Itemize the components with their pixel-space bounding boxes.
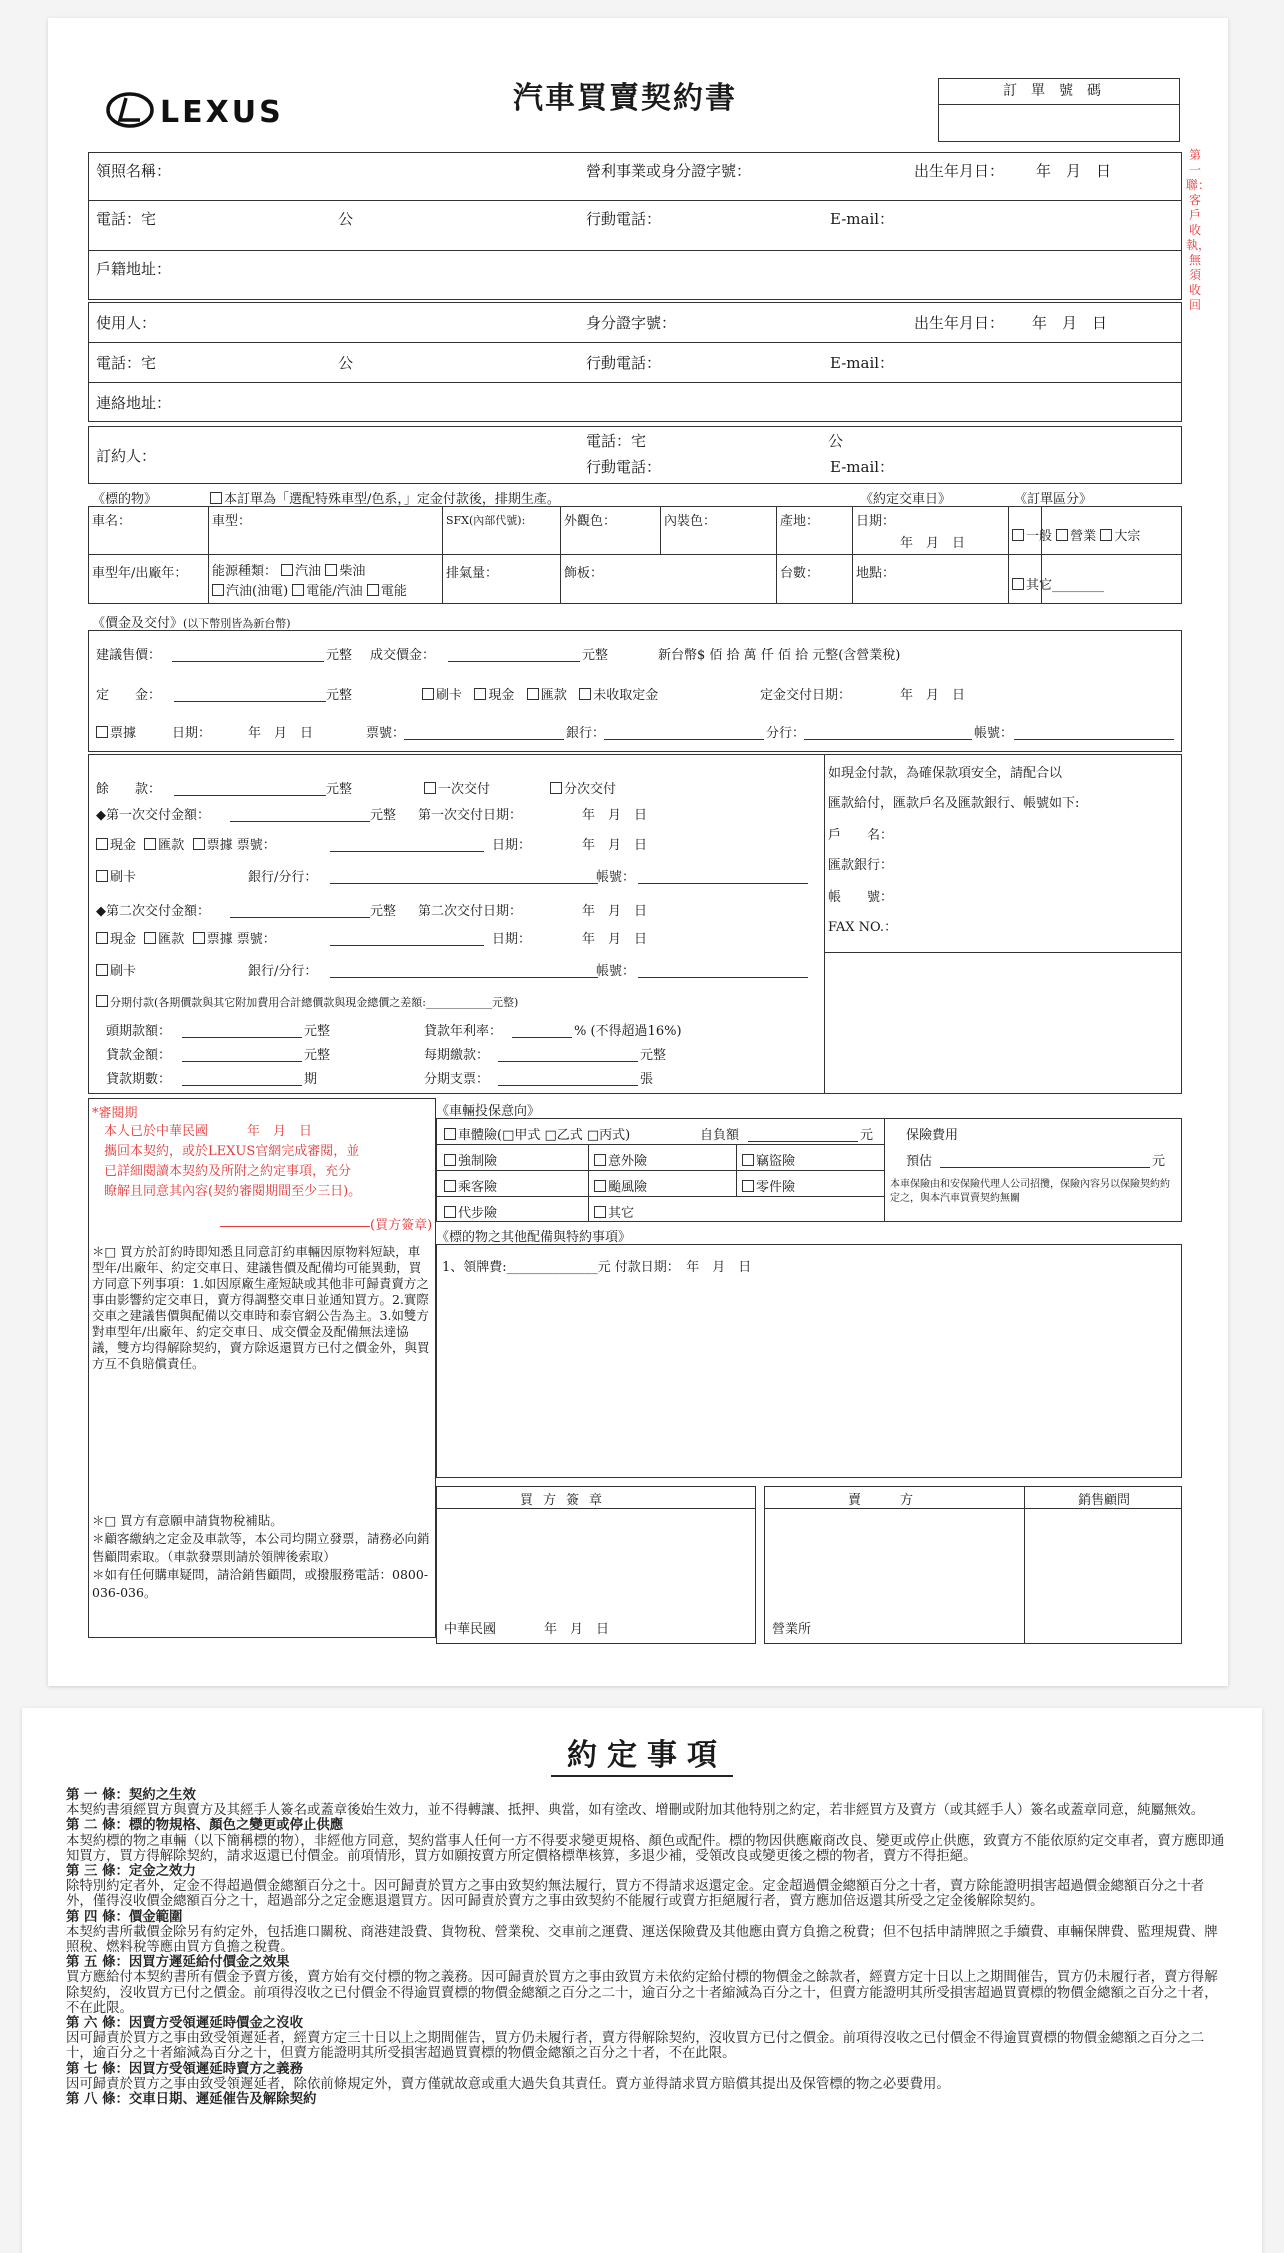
loan-amount-label: 貸款金額： — [106, 1048, 172, 1063]
loan-payment-checkbox[interactable] — [96, 995, 108, 1007]
second-cash-checkbox[interactable] — [96, 932, 108, 944]
typhoon-label: 颱風險 — [608, 1180, 648, 1195]
category-general-checkbox[interactable] — [1012, 529, 1024, 541]
special-items-header: 《標的物之其他配備與特約事項》 — [436, 1230, 632, 1245]
owner-birth-label: 出生年月日： — [914, 162, 1005, 180]
msrp-label: 建議售價： — [96, 648, 162, 663]
deposit-card-checkbox[interactable] — [422, 688, 434, 700]
review-line-3: 已詳細閱讀本契約及所附之約定事項，充分 — [104, 1164, 352, 1179]
second-cheque-label: 票據 票號： — [206, 932, 276, 947]
cheque-account-label: 帳號： — [974, 726, 1014, 741]
loan-terms-unit: 期 — [304, 1072, 318, 1087]
special-order-text: 本訂單為「選配特殊車型/色系，」定金付款後，排期生產。 — [224, 492, 560, 507]
first-card-label: 刷卡 — [110, 870, 137, 885]
deductible-yuan: 元 — [860, 1128, 874, 1143]
fuel-hybrid-checkbox[interactable] — [212, 584, 224, 596]
deposit-yuan: 元整 — [326, 688, 353, 703]
loan-amount-yuan: 元整 — [304, 1048, 331, 1063]
first-cheque-label: 票據 票號： — [206, 838, 276, 853]
payee-account-label: 帳 號： — [828, 890, 894, 905]
insurance-header: 《車輛投保意向》 — [436, 1104, 541, 1119]
interior-color-label: 內裝色： — [664, 514, 717, 529]
cheque-date-ymd: 年 月 日 — [248, 726, 314, 741]
second-cheque-date-ymd: 年 月 日 — [582, 932, 648, 947]
deposit-card-label: 刷卡 — [436, 688, 463, 703]
payee-name-label: 戶 名： — [828, 828, 894, 843]
cheque-date-label: 日期： — [172, 726, 212, 741]
price-header: 《價金及交付》 — [92, 616, 184, 631]
terms-item: 第 一 條：契約之生效 本契約書須經買方與賣方及其經手人簽名或蓋章後始生效力，並不得轉讓、抵押、典當，如有塗改、增刪或附加其他特別之約定，若非經買方及賣方（或其經手人）簽名或蓋章同意，純屬無效。 — [66, 1788, 1205, 1819]
currency-note: (以下幣別皆為新台幣) — [183, 617, 291, 630]
page-title: 汽車買賣契約書 — [513, 81, 737, 116]
insurance-fee-label: 保險費用 — [906, 1128, 959, 1143]
first-remit-checkbox[interactable] — [144, 838, 156, 850]
monthly-yuan: 元整 — [640, 1048, 667, 1063]
first-cash-label: 現金 — [110, 838, 137, 853]
delivery-date-header: 《約定交車日》 — [860, 492, 952, 507]
typhoon-checkbox[interactable] — [594, 1180, 606, 1192]
cheque-checkbox[interactable] — [96, 726, 108, 738]
second-remit-checkbox[interactable] — [144, 932, 156, 944]
terms-item: 第 七 條：因買方受領遲延時賣方之義務 因可歸責於買方之事由致受領遲延者，除依前條規定外，賣方僅就故意或重大過失負其責任。賣方並得請求買方賠償其提出及保管標的物之必要費用。 — [66, 2061, 950, 2092]
terms-item: 第 二 條：標的物規格、顏色之變更或停止供應 本契約標的物之車輛（以下簡稱標的物），非經他方同意，契約當事人任何一方不得要求變更規格、顏色或配件。標的物因供應廠商改良、變更或停止供應，致賣方不能依原約定交車者，賣方應即通知買方，買方得解除契約，請求返還已付價金。前項情形，買方如願按賣方所定價格標準核算，多退少補，受領改良或變更後之標的物者，賣方不得拒絕。 — [66, 1818, 1225, 1864]
first-cheque-date-ymd: 年 月 日 — [582, 838, 648, 853]
down-payment-yuan: 元整 — [304, 1024, 331, 1039]
order-number-box — [938, 78, 1180, 142]
tax-subsidy-note: ＊□ 買方有意願申請貨物稅補貼。 — [92, 1513, 283, 1528]
user-name-label: 使用人： — [96, 314, 157, 332]
cash-notice-line2: 匯款給付，匯款戶名及匯款銀行、帳號如下: — [828, 796, 1080, 811]
body-insurance-label: 車體險(□甲式 □乙式 □丙式) — [458, 1128, 631, 1143]
deposit-cash-checkbox[interactable] — [474, 688, 486, 700]
place-label: 地點： — [856, 566, 896, 581]
owner-name-label: 領照名稱： — [96, 162, 172, 180]
theft-checkbox[interactable] — [742, 1154, 754, 1166]
deductible-label: 自負額 — [700, 1128, 740, 1143]
accident-label: 意外險 — [608, 1154, 648, 1169]
second-date-label: 第二次交付日期： — [418, 904, 523, 919]
owner-id-label: 營利事業或身分證字號： — [586, 162, 752, 180]
second-account-label: 帳號： — [596, 964, 636, 979]
delivery-date-label: 日期： — [856, 514, 896, 529]
first-amount-yuan: 元整 — [370, 808, 397, 823]
terms-item: 第 八 條：交車日期、遲延催告及解除契約 — [66, 2092, 317, 2108]
loan-payment-label: 分期付款(各期價款與其它附加費用合計總價款與現金總價之差額:____________元整) — [110, 996, 519, 1009]
review-line-1: 本人已於中華民國 年 月 日 — [104, 1124, 313, 1139]
terms-item: 第 三 條：定金之效力 除特別約定者外，定金不得超過價金總額百分之十。因可歸責於買方之事由致契約無法履行，買方不得請求返還定金。定金超過價金總額百分之十者，賣方除能證明損害超過價金總額百分之十者外，僅得沒收價金總額百分之十，超過部分之定金應退還買方。因可歸責於賣方之事由致契約不能履行或賣方拒絕履行者，賣方應加倍返還其所受之定金後解除契約。 — [66, 1864, 1205, 1910]
buyer-sign-label: (買方簽章) — [370, 1218, 433, 1233]
second-cash-label: 現金 — [110, 932, 137, 947]
balance-yuan: 元整 — [326, 782, 353, 797]
first-card-checkbox[interactable] — [96, 870, 108, 882]
insurance-estimate-yuan: 元 — [1152, 1154, 1166, 1169]
deposit-date-label: 定金交付日期： — [760, 688, 852, 703]
substitute-checkbox[interactable] — [444, 1206, 456, 1218]
second-card-label: 刷卡 — [110, 964, 137, 979]
monthly-payment-label: 每期繳款： — [424, 1048, 490, 1063]
owner-birth-ymd: 年 月 日 — [1036, 162, 1112, 180]
second-card-checkbox[interactable] — [96, 964, 108, 976]
exterior-color-label: 外觀色： — [564, 514, 617, 529]
category-other-label: 其它________ — [1026, 578, 1105, 593]
deal-price-label: 成交價金： — [370, 648, 436, 663]
fuel-diesel-checkbox[interactable] — [325, 564, 337, 576]
second-amount-yuan: 元整 — [370, 904, 397, 919]
user-birth-label: 出生年月日： — [914, 314, 1005, 332]
loan-rate-note: % (不得超過16%) — [574, 1024, 682, 1039]
installment-label: 分次交付 — [564, 782, 617, 797]
first-cash-checkbox[interactable] — [96, 838, 108, 850]
user-id-label: 身分證字號： — [586, 314, 677, 332]
buyer-sign-header: 買方簽章 — [520, 1493, 613, 1508]
other-insurance-label: 其它 — [608, 1206, 635, 1221]
origin-label: 產地： — [780, 514, 820, 529]
deal-price-yuan: 元整 — [582, 648, 609, 663]
second-bank-branch-label: 銀行/分行： — [248, 964, 318, 979]
category-business-checkbox[interactable] — [1056, 529, 1068, 541]
cash-notice-line1: 如現金付款，為確保款項安全，請配合以 — [828, 766, 1063, 781]
second-cheque-date-label: 日期： — [492, 932, 532, 947]
down-payment-label: 頭期款額： — [106, 1024, 172, 1039]
energy-label: 能源種類： — [212, 564, 278, 579]
cheques-unit: 張 — [640, 1072, 654, 1087]
orderer-phone-label: 電話：宅 — [586, 432, 647, 450]
owner-email-label: E-mail： — [830, 210, 895, 228]
msrp-yuan: 元整 — [326, 648, 353, 663]
fuel-ev-checkbox[interactable] — [292, 584, 304, 596]
car-name-label: 車名： — [92, 514, 132, 529]
lower-notes — [92, 1512, 432, 1602]
deposit-date-ymd: 年 月 日 — [900, 688, 966, 703]
seller-header: 賣 方 — [848, 1493, 914, 1508]
vehicle-header: 《標的物》 — [92, 492, 158, 507]
fuel-diesel-label: 柴油 — [339, 564, 366, 579]
cheque-branch-label: 分行： — [766, 726, 806, 741]
first-bank-branch-label: 銀行/分行： — [248, 870, 318, 885]
orderer-mobile-label: 行動電話： — [586, 458, 662, 476]
first-date-label: 第一次交付日期： — [418, 808, 523, 823]
deposit-cash-label: 現金 — [488, 688, 515, 703]
deposit-remit-label: 匯款 — [540, 688, 567, 703]
terms-item: 第 四 條：價金範圍 本契約書所載價金除另有約定外，包括進口關稅、商港建設費、貨物稅、營業稅、交車前之運費、運送保險費及其他應由賣方負擔之稅費；但不包括申請牌照之手續費、車輛保牌費、監理規費、牌照稅、燃料稅等應由買方負擔之稅費。 — [66, 1909, 1218, 1956]
terms-list — [66, 1788, 1226, 2107]
compulsory-label: 強制險 — [458, 1154, 498, 1169]
category-large-checkbox[interactable] — [1100, 529, 1112, 541]
buyer-sign-roc: 中華民國 — [444, 1622, 497, 1637]
fuel-gas-label: 汽油 — [295, 564, 322, 579]
terms-title: 約定事項 — [22, 1730, 1262, 1774]
stock-note: ＊□ 買方於訂約時即知悉且同意訂約車輛因原物料短缺，車型年/出廠年、約定交車日、建議售價及配備均可能異動，買方同意下列事項：1.如因原廠生產短缺或其他非可歸責賣方之事由影響約定交車日，賣方得調整交車日並通知買方。2.實際交車之建議售價與配備以交車時和泰官網公告為主。3.如雙方對車型年/出廠年、約定交車日、成交價金及配備無法達協議，雙方均得解除契約，賣方除返還買方已付之價金外，與買方互不負賠償責任。 — [92, 1244, 430, 1371]
cheque-number-label: 票號： — [366, 726, 406, 741]
fuel-hybrid-label: 汽油(油電) — [226, 584, 289, 599]
terms-item: 第 六 條：因賣方受領遲延時價金之沒收 因可歸責於買方之事由致受領遲延者，經賣方定三十日以上之期間催告，買方仍未履行者，賣方得解除契約，沒收買方已付之價金。前項得沒收之已付價金不得逾買賣標的物價金總額之百分之二十，逾百分之十者縮減為百分之十，但賣方能證明其所受損害超過買賣標的物價金總額之百分之十者，不在此限。 — [66, 2016, 1205, 2062]
orderer-office-label: 公 — [828, 432, 844, 450]
passenger-checkbox[interactable] — [444, 1180, 456, 1192]
contract-sheet: LEXUS 汽車買賣契約書 訂單號碼 第一聯：客戶收執，無須收回 領照名稱： 營利事業或身分證字號： 出生年月日： 年 月 日 電話：宅 公 行動電話： E-mail： 戶籍地址： 使用人： 身分證字號： 出生年月日： 年 月 日 電話：宅 公 行動電話： E-mail： 連絡地址： 訂約人： 電話：宅 公 行動電話： E-mail： 《標的物》 本訂單為「選配特殊車型/色系，」定金付款後，排期生產。 《約定交車日》 《訂單區分》 車名： 車型： SFX(內部代號): 外觀色： 內裝色： 產地： 日期： 年 月 日 一般 營業 大宗 其它________ 車型年/出廠年： 能源種類： 汽油 柴油 汽油(油電) 電能/汽油 電能 排氣量： 飾板： 台數： 地點： 《價金及交付》(以下幣別皆為新台幣) 建議售價： 元整 成交價金： 元整 新台幣$ 佰 拾 萬 仟 佰 拾 元整(含營業稅) 定 金： 元整 刷卡 現金 匯款 未收取定金 定金交付日期： 年 月 日 票據 日期： 年 月 日 票號： 銀行： 分行： 帳號： 餘 款： 元整 一次交付 分次交付 ◆第一次交付金額： 元整 第一次交付日期： 年 月 日 現金 匯款 票據 票號： 日期： 年 月 日 刷卡 銀行/分行： 帳號： ◆第二次交付金額： 元整 第二次交付日期： 年 月 日 現金 匯款 票據 票號： 日期： 年 月 日 刷卡 銀行/分行： 帳號： 分期付款(各期價款與其它附加費用合計總價款與現金總價之差額:____________元整) 頭期款額： 元整 貸款年利率： % (不得超過16%) 貸款金額： 元整 每期繳款： 元整 貸款期數： 期 分期支票： 張 如現金付款，為確保款項安全，請配合以 匯款給付，匯款戶名及匯款銀行、帳號如下: 戶 名： 匯款銀行： 帳 號： FAX NO.： *審閱期 本人已於中華民國 年 月 日 攜回本契約，或於LEXUS官網完成審閱，並 已詳細閱讀本契約及所附之約定事項，充分 瞭解且同意其內容(契約審閱期間至少三日)。 (買方簽章) ＊□ 買方於訂約時即知悉且同意訂約車輛因原物料短缺，車型年/出廠年、約定交車日、建議售價及配備均可能異動，買方同意下列事項：1.如因原廠生產短缺或其他非可歸責賣方之事由影響約定交車日，賣方得調整交車日並通知買方。2.實際交車之建議售價與配備以交車時和泰官網公告為主。3.如雙方對車型年/出廠年、約定交車日、成交價金及配備無法達協議，雙方均得解除契約，賣方除返還買方已付之價金外，與買方互不負賠償責任。 ＊□ 買方有意願申請貨物稅補貼。 ＊顧客繳納之定金及車款等，本公司均開立發票，請務必向銷售顧問索取。（車款發票則請於領牌後索取） ＊如有任何購車疑問，請洽銷售顧問，或撥服務電話：0800-036-036。 《車輛投保意向》 車體險(□甲式 □乙式 □丙式) 自負額 元 強制險 意外險 竊盜險 乘客險 颱風險 零件險 代步險 其它 保險費用 預估 元 本車保險由和安保險代理人公司招攬，保險內容另以保險契約約定之，與本汽車買賣契約無關 《標的物之其他配備與特約事項》 1、領牌費:______________元 付款日期： 年 月 日 買方簽章 中華民國 年 月 日 賣 方 銷售顧問 營業所 — [48, 18, 1228, 1686]
lexus-emblem-icon — [106, 90, 316, 130]
substitute-label: 代步險 — [458, 1206, 498, 1221]
first-account-label: 帳號： — [596, 870, 636, 885]
car-type-label: 車型： — [212, 514, 252, 529]
body-insurance-checkbox[interactable] — [444, 1128, 456, 1140]
payee-bank-label: 匯款銀行： — [828, 858, 894, 873]
deposit-remit-checkbox[interactable] — [527, 688, 539, 700]
terms-item: 第 五 條：因買方遲延給付價金之效果 買方應給付本契約書所有價金予賣方後，賣方始有交付標的物之義務。因可歸責於買方之事由致買方未依約定給付標的物價金之餘款者，經賣方定十日以上之期間催告，買方仍未履行者，賣方得解除契約，沒收買方已付之價金。前項得沒收之已付價金不得逾買賣標的物價金總額之百分之二十，逾百分之十者縮減為百分之十，但賣方能證明其所受損害超過買賣標的物價金總額之百分之十者，不在此限。 — [66, 1955, 1218, 2016]
second-cheque-checkbox[interactable] — [193, 932, 205, 944]
orderer-email-label: E-mail： — [830, 458, 895, 476]
ntd-amount-text: 新台幣$ 佰 拾 萬 仟 佰 拾 元整(含營業稅) — [658, 648, 901, 663]
copy-note: 第一聯：客戶收執，無須收回 — [1186, 148, 1211, 312]
lexus-logo — [106, 90, 316, 130]
insurance-disclaimer: 本車保險由和安保險代理人公司招攬，保險內容另以保險契約約定之，與本汽車買賣契約無關 — [890, 1179, 1170, 1204]
loan-rate-label: 貸款年利率： — [424, 1024, 503, 1039]
sfx-label: SFX(內部代號): — [446, 514, 526, 527]
first-date-ymd: 年 月 日 — [582, 808, 648, 823]
second-remit-label: 匯款 — [158, 932, 185, 947]
terms-sheet — [22, 1708, 1262, 2253]
service-note: ＊如有任何購車疑問，請洽銷售顧問，或撥服務電話：0800-036-036。 — [92, 1567, 429, 1600]
owner-mobile-label: 行動電話： — [586, 210, 662, 228]
special-items-box — [436, 1244, 1182, 1478]
fax-label: FAX NO.： — [828, 920, 898, 935]
parts-label: 零件險 — [756, 1180, 796, 1195]
other-insurance-checkbox[interactable] — [594, 1206, 606, 1218]
fuel-gas-checkbox[interactable] — [281, 564, 293, 576]
special-order-checkbox[interactable] — [210, 492, 222, 504]
first-amount-label: 第一次交付金額： — [106, 808, 211, 823]
review-line-2: 攜回本契約，或於LEXUS官網完成審閱，並 — [104, 1144, 360, 1159]
owner-office-label: 公 — [338, 210, 354, 228]
insurance-estimate-label: 預估 — [906, 1154, 933, 1169]
accident-checkbox[interactable] — [594, 1154, 606, 1166]
no-deposit-label: 未收取定金 — [593, 688, 659, 703]
order-category-header: 《訂單區分》 — [1014, 492, 1093, 507]
branch-office-label: 營業所 — [772, 1622, 812, 1637]
second-amount-label: 第二次交付金額： — [106, 904, 211, 919]
user-mobile-label: 行動電話： — [586, 354, 662, 372]
advisor-header: 銷售顧問 — [1078, 1493, 1131, 1508]
user-birth-ymd: 年 月 日 — [1032, 314, 1108, 332]
owner-phone-label: 電話：宅 — [96, 210, 157, 228]
deposit-label: 定 金： — [96, 688, 162, 703]
installment-checkbox[interactable] — [550, 782, 562, 794]
second-date-ymd: 年 月 日 — [582, 904, 648, 919]
loan-terms-label: 貸款期數： — [106, 1072, 172, 1087]
fuel-ev-label: 電能/汽油 — [306, 584, 363, 599]
fuel-electric-checkbox[interactable] — [367, 584, 379, 596]
invoice-note: ＊顧客繳納之定金及車款等，本公司均開立發票，請務必向銷售顧問索取。（車款發票則請於領牌後索取） — [92, 1531, 430, 1564]
plate-fee-line: 1、領牌費:______________元 付款日期： 年 月 日 — [442, 1260, 752, 1275]
user-email-label: E-mail： — [830, 354, 895, 372]
cheque-label: 票據 — [110, 726, 137, 741]
units-label: 台數： — [780, 566, 820, 581]
no-deposit-checkbox[interactable] — [579, 688, 591, 700]
first-cheque-checkbox[interactable] — [193, 838, 205, 850]
review-line-4: 瞭解且同意其內容(契約審閱期間至少三日)。 — [104, 1184, 362, 1199]
user-office-label: 公 — [338, 354, 354, 372]
displacement-label: 排氣量： — [446, 566, 499, 581]
category-other-checkbox[interactable] — [1012, 578, 1024, 590]
order-number-label: 訂單號碼 — [939, 79, 1179, 105]
single-payment-label: 一次交付 — [438, 782, 491, 797]
cheques-label: 分期支票： — [424, 1072, 490, 1087]
compulsory-checkbox[interactable] — [444, 1154, 456, 1166]
single-payment-checkbox[interactable] — [424, 782, 436, 794]
category-large-label: 大宗 — [1114, 529, 1141, 544]
seller-sign-box — [764, 1486, 1182, 1644]
balance-label: 餘 款： — [96, 782, 162, 797]
user-address-label: 連絡地址： — [96, 394, 172, 412]
first-remit-label: 匯款 — [158, 838, 185, 853]
first-cheque-date-label: 日期： — [492, 838, 532, 853]
theft-label: 竊盜險 — [756, 1154, 796, 1169]
parts-checkbox[interactable] — [742, 1180, 754, 1192]
review-title: *審閱期 — [92, 1106, 138, 1121]
cheque-bank-label: 銀行： — [566, 726, 606, 741]
buyer-sign-ymd: 年 月 日 — [544, 1622, 610, 1637]
passenger-label: 乘客險 — [458, 1180, 498, 1195]
orderer-label: 訂約人： — [96, 447, 157, 465]
delivery-date-ymd: 年 月 日 — [900, 536, 966, 551]
fuel-electric-label: 電能 — [380, 584, 407, 599]
model-year-label: 車型年/出廠年： — [92, 566, 188, 581]
user-phone-label: 電話：宅 — [96, 354, 157, 372]
review-text — [104, 1122, 361, 1202]
owner-address-label: 戶籍地址： — [96, 260, 172, 278]
category-general-label: 一般 — [1026, 529, 1053, 544]
trim-label: 飾板： — [564, 566, 604, 581]
category-business-label: 營業 — [1070, 529, 1097, 544]
brand-text: LEXUS — [160, 95, 284, 130]
